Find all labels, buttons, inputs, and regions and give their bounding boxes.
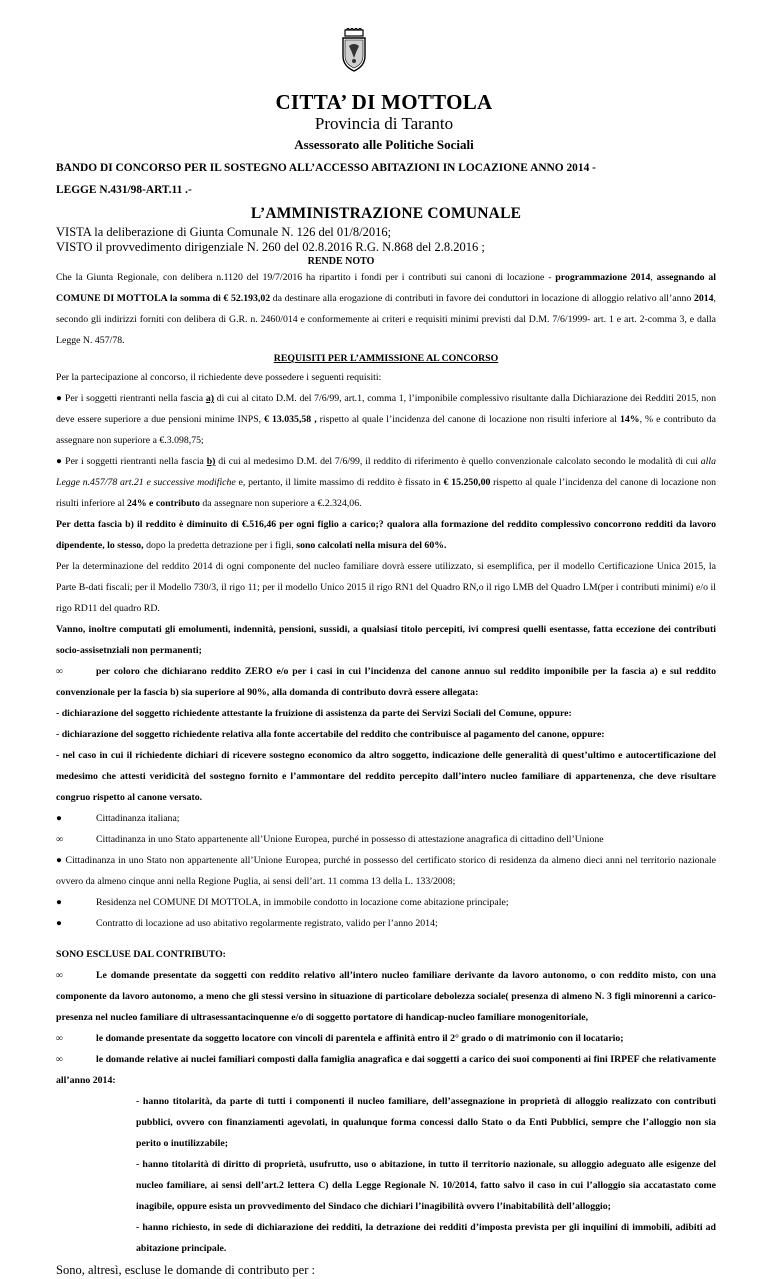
infinity-bullet-icon: ∞ [56,666,63,677]
dot-bullet-icon: ● [56,897,62,908]
reddito-zero-paragraph: ∞ per coloro che dichiarano reddito ZERO e/o per i casi in cui l’incidenza del canone annuo sul reddito imponibile per la fascia a) e sul reddito convenzionale per la fascia b) sia superiore al 90%, alla domanda di contributo dovrà essere allegata: [56,661,716,703]
rende-noto-heading: RENDE NOTO [307,256,375,267]
fascia-b-paragraph: ● Per i soggetti rientranti nella fascia b) di cui al medesimo D.M. del 7/6/99, il reddito di riferimento è quello convenzionale calcolato secondo le modalità di cui alla Legge n.457/78 art.21 e successive modifiche e, pertanto, il limite massimo di reddito è fissato in € 15.250,00 rispetto al quale l’incidenza del canone di locazione non risulti inferiore al 24% e contributo da assegnare non superiore a €.2.324,06. [56,456,716,509]
amministrazione-heading: L’AMMINISTRAZIONE COMUNALE [250,205,522,222]
office-title: Assessorato alle Politiche Sociali [294,137,474,152]
determinazione-paragraph: Per la determinazione del reddito 2014 di ogni componente del nucleo familiare dovrà essere utilizzato, si esemplifica, per il modello Certificazione Unica 2015, la Parte B-dati fiscali; per il Modello 730/3, il rigo 11; per il modello Unico 2015 il rigo RN1 del Quadro RN,o il rigo LMB del Quadro LM(per i contributi minimi) e/o il rigo RD11 del quadro RD. [56,561,716,614]
fascia-a-paragraph: ● Per i soggetti rientranti nella fascia a) di cui al citato D.M. del 7/6/99, art.1, comma 1, l’imponibile complessivo risultante dalla Dichiarazione dei Redditi 2015, non deve essere superiore a due pensioni minime INPS, € 13.035,58 , rispetto al quale l’incidenza del canone di locazione non risulti inferiore al 14%, % e contributo da assegnare non superiore a €.3.098,75; [56,393,717,446]
vanno-paragraph: Vanno, inoltre computati gli emolumenti, indennità, pensioni, sussidi, a qualsiasi titolo percepiti, ivi compresi quelli esentasse, fatta eccezione dei contributi socio-assisetnziali non permanenti; [56,624,716,656]
city-title: CITTA’ DI MOTTOLA [275,90,493,114]
infinity-bullet-icon: ∞ [56,1054,63,1065]
esclusione-3a: - hanno titolarità, da parte di tutti i componenti il nucleo familiare, dell’assegnazione in proprietà di alloggio realizzato con contributi pubblici, ovvero con finanziamenti agevolati, in qualunque forma concessi dallo Stato o da Enti Pubblici, sempre che l’alloggio non sia perito o inutilizzabile; [136,1096,716,1149]
residenza-requisito: ● Residenza nel COMUNE DI MOTTOLA, in immobile condotto in locazione come abitazione principale; [56,892,716,913]
dichiarazione-1: - dichiarazione del soggetto richiedente attestante la fruizione di assistenza da parte dei Servizi Sociali del Comune, oppure: [56,708,572,719]
city-crest-icon [339,28,369,72]
cittadinanza-ue: ∞ Cittadinanza in uno Stato appartenente all’Unione Europea, purché in possesso di attestazione anagrafica di cittadino dell’Unione [56,829,716,850]
intro-paragraph: Che la Giunta Regionale, con delibera n.1120 del 19/7/2016 ha ripartito i fondi per i contributi sui canoni di locazione - programmazione 2014, assegnando al COMUNE DI MOTTOLA la somma di € 52.193,02 da destinare alla erogazione di contributi in favore dei conduttori in locazione di alloggio relativo all’anno 2014, secondo gli indirizzi forniti con delibera di G.R. n. 2460/014 e conformemente ai criteri e requisiti minimi previsti dal D.M. 7/6/1999- art. 1 e art. 2-comma 3, e dalla Legge N. 457/78. [56,272,716,346]
dichiarazione-3: - nel caso in cui il richiedente dichiari di ricevere sostegno economico da altro soggetto, indicazione delle generalità di quest’ultimo e autocertificazione del medesimo che attesti veridicità del sostegno fornito e l’ammontare del reddito percepito dall’intero nucleo familiare di appartenenza, che deve risultare congruo rispetto al canone versato. [56,750,716,803]
esclusione-3: ∞ le domande relative ai nuclei familiari composti dalla famiglia anagrafica e dai soggetti a carico dei suoi componenti ai fini IRPEF che relativamente all’anno 2014: [56,1049,716,1091]
bando-title-line1: BANDO DI CONCORSO PER IL SOSTEGNO ALL’ACCESSO ABITAZIONI IN LOCAZIONE ANNO 2014 - [56,162,596,174]
infinity-bullet-icon: ∞ [56,970,63,981]
dot-bullet-icon: ● [56,918,62,929]
vista-line-2: VISTO il provvedimento dirigenziale N. 260 del 02.8.2016 R.G. N.868 del 2.8.2016 ; [56,240,485,254]
detta-fascia-paragraph: Per detta fascia b) il reddito è diminuito di €.516,46 per ogni figlio a carico;? qualora alla formazione del reddito complessivo concorrono redditi da lavoro dipendente, lo stesso, dopo la predetta detrazione per i figli, sono calcolati nella misura del 60%. [56,519,716,551]
cittadinanza-extra-ue: ● Cittadinanza in uno Stato non appartenente all’Unione Europea, purché in possesso del certificato storico di residenza da almeno dieci anni nel territorio nazionale ovvero da almeno cinque anni nella Regione Puglia, ai sensi dell’art. 11 comma 13 della L. 133/2008; [56,855,716,887]
infinity-bullet-icon: ∞ [56,1033,63,1044]
dot-bullet-icon: ● [56,813,62,824]
requisiti-intro: Per la partecipazione al concorso, il richiedente deve possedere i seguenti requisiti: [56,372,382,383]
contratto-requisito: ● Contratto di locazione ad uso abitativo regolarmente registrato, valido per l’anno 2014; [56,913,716,934]
bando-title-line2: LEGGE N.431/98-ART.11 .- [56,184,192,196]
document-body [56,157,716,1279]
altresi-escluse-line: Sono, altresì, escluse le domande di contributo per : [56,1263,315,1277]
cittadinanza-italiana: ● Cittadinanza italiana; [56,808,716,829]
infinity-bullet-icon: ∞ [56,834,63,845]
esclusione-3c: - hanno richiesto, in sede di dichiarazione dei redditi, la detrazione dei redditi d’imposta prevista per gli inquilini di immobili, adibiti ad abitazione principale. [136,1222,716,1254]
esclusione-2: ∞ le domande presentate da soggetto locatore con vincoli di parentela e affinità entro il 2° grado o di matrimonio con il locatario; [56,1028,716,1049]
esclusione-1: ∞ Le domande presentate da soggetti con reddito relativo all’intero nucleo familiare derivante da lavoro autonomo, o con reddito misto, con una componente da lavoro autonomo, a meno che gli stessi versino in situazione di particolare debolezza sociale( presenza di almeno N. 3 figli minorenni a carico- presenza nel nucleo familiare di ultrasessantacinquenne e/o di soggetto portatore di handicap-nucleo familiare monogenitoriale, [56,965,716,1028]
requisiti-heading: REQUISITI PER L’AMMISSIONE AL CONCORSO [273,353,499,364]
escluse-heading: SONO ESCLUSE DAL CONTRIBUTO: [56,949,226,960]
vista-line-1: VISTA la deliberazione di Giunta Comunale N. 126 del 01/8/2016; [56,225,392,239]
province-title: Provincia di Taranto [314,114,454,133]
esclusione-3b: - hanno titolarità di diritto di proprietà, usufrutto, uso o abitazione, in tutto il territorio nazionale, su alloggio adeguato alle esigenze del nucleo familiare, ai sensi dell’art.2 lettera C) della Legge Regionale N. 10/2014, fatto salvo il caso in cui l’alloggio sia accatastato come inagibile, oppure esista un provvedimento del Sindaco che dichiari l’inagibilità ovvero l’inabitabilità dell’alloggio; [136,1159,716,1212]
dichiarazione-2: - dichiarazione del soggetto richiedente relativa alla fonte accertabile del reddito che contribuisce al pagamento del canone, oppure: [56,729,605,740]
